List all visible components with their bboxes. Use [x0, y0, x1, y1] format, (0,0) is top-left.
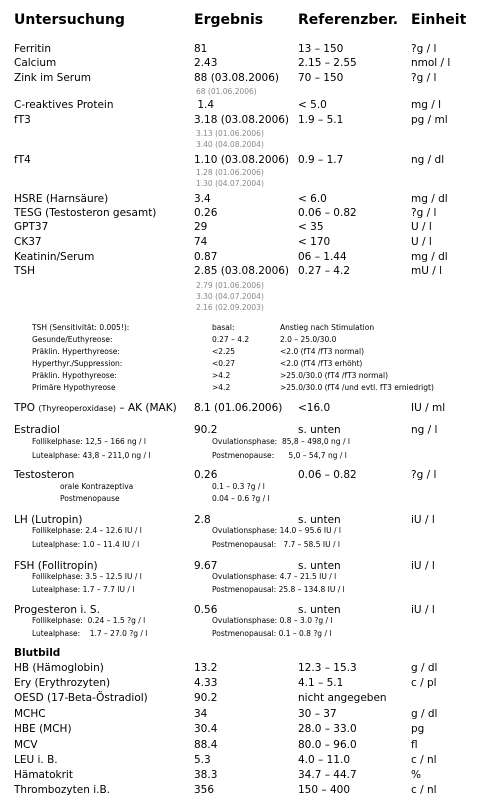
- fsh-result: 9.67: [194, 560, 218, 572]
- row-result: 29: [194, 221, 208, 233]
- row-unit: mg / dl: [411, 251, 448, 263]
- tsh-table-cell: Primäre Hypothyreose: [32, 383, 116, 392]
- tpo-ref: <16.0: [298, 402, 331, 414]
- row-name: Keatinin/Serum: [14, 251, 95, 263]
- row-result: 0.87: [194, 251, 218, 263]
- row-name: TSH: [14, 265, 35, 277]
- estradiol-unit: ng / l: [411, 424, 438, 436]
- row-name: Ferritin: [14, 43, 51, 55]
- row-ref: < 5.0: [298, 99, 327, 111]
- row-result: 2.43: [194, 57, 218, 69]
- testosteron-note: orale Kontrazeptiva: [60, 482, 134, 491]
- progesteron-note: Lutealphase: 1.7 – 27.0 ?g / l: [32, 629, 148, 638]
- row-name: HB (Hämoglobin): [14, 662, 104, 674]
- row-unit: pg: [411, 723, 425, 735]
- row-name: fT3: [14, 114, 31, 126]
- row-result: 30.4: [194, 723, 218, 735]
- row-name: GPT37: [14, 221, 49, 233]
- row-ref: nicht angegeben: [298, 692, 387, 704]
- row-unit: U / l: [411, 221, 432, 233]
- row-ref: 1.9 – 5.1: [298, 114, 344, 126]
- row-unit: fl: [411, 739, 418, 751]
- row-name: Zink im Serum: [14, 72, 91, 84]
- row-unit: mg / dl: [411, 193, 448, 205]
- tsh-table-cell: 2.0 – 25.0/30.0: [280, 335, 337, 344]
- header-result: Ergebnis: [194, 12, 264, 28]
- tpo-result: 8.1 (01.06.2006): [194, 402, 283, 414]
- testosteron-result: 0.26: [194, 469, 218, 481]
- progesteron-note: Follikelphase: 0.24 – 1.5 ?g / l: [32, 616, 146, 625]
- estradiol-name: Estradiol: [14, 424, 60, 436]
- row-unit: ?g / l: [411, 207, 437, 219]
- tsh-table-cell: 0.27 – 4.2: [212, 335, 250, 344]
- row-result: 74: [194, 236, 208, 248]
- row-result: 13.2: [194, 662, 218, 674]
- row-unit: c / nl: [411, 754, 437, 766]
- row-unit: pg / ml: [411, 114, 448, 126]
- progesteron-name: Progesteron i. S.: [14, 604, 100, 616]
- tpo-label-detail: (Thyreoperoxidase): [38, 404, 117, 413]
- testosteron-ref: 0.06 – 0.82: [298, 469, 357, 481]
- row-name: Thrombozyten i.B.: [14, 784, 110, 796]
- tsh-table-cell: Anstieg nach Stimulation: [280, 323, 375, 332]
- row-ref: 0.06 – 0.82: [298, 207, 357, 219]
- fsh-name: FSH (Follitropin): [14, 560, 98, 572]
- lh-note: Follikelphase: 2.4 – 12.6 IU / l: [32, 526, 142, 535]
- fsh-unit: iU / l: [411, 560, 435, 572]
- row-result: 1.10 (03.08.2006): [194, 154, 290, 166]
- row-ref: 0.9 – 1.7: [298, 154, 344, 166]
- row-name: fT4: [14, 154, 31, 166]
- row-ref: 30 – 37: [298, 708, 337, 720]
- row-ref: 70 – 150: [298, 72, 344, 84]
- estradiol-note: Ovulationsphase: 85,8 – 498,0 ng / l: [212, 437, 350, 446]
- tpo-label: TPO: [14, 402, 36, 414]
- estradiol-note: Postmenopause: 5,0 – 54,7 ng / l: [212, 451, 347, 460]
- row-result: 3.18 (03.08.2006): [194, 114, 290, 126]
- row-name: Hämatokrit: [14, 769, 73, 781]
- row-ref: 06 – 1.44: [298, 251, 347, 263]
- progesteron-ref: s. unten: [298, 604, 341, 616]
- row-ref: 2.15 – 2.55: [298, 57, 357, 69]
- row-unit: mU / l: [411, 265, 443, 277]
- row-ref: < 170: [298, 236, 331, 248]
- row-result: 0.26: [194, 207, 218, 219]
- row-unit: c / nl: [411, 784, 437, 796]
- header-test: Untersuchung: [14, 12, 125, 28]
- tsh-table-cell: Präklin. Hypothyreose:: [32, 371, 117, 380]
- tsh-table-cell: TSH (Sensitivität: 0.005!):: [32, 323, 130, 332]
- progesteron-unit: iU / l: [411, 604, 435, 616]
- row-name: MCHC: [14, 708, 46, 720]
- row-ref: < 6.0: [298, 193, 327, 205]
- fsh-note: Follikelphase: 3.5 – 12.5 IU / l: [32, 572, 142, 581]
- row-result: 5.3: [194, 754, 211, 766]
- header-reference: Referenzber.: [298, 12, 399, 28]
- progesteron-note: Ovulationsphase: 0.8 – 3.0 ?g / l: [212, 616, 333, 625]
- row-unit: nmol / l: [411, 57, 451, 69]
- lh-note: Lutealphase: 1.0 – 11.4 IU / l: [32, 540, 140, 549]
- history-value: 1.28 (01.06.2006): [196, 168, 264, 177]
- row-name: TESG (Testosteron gesamt): [14, 207, 157, 219]
- row-name: LEU i. B.: [14, 754, 58, 766]
- row-ref: 150 – 400: [298, 784, 351, 796]
- tsh-table-cell: <2.0 (fT4 /fT3 normal): [280, 347, 365, 356]
- row-unit: %: [411, 769, 421, 781]
- lh-result: 2.8: [194, 514, 211, 526]
- tsh-table-cell: Präklin. Hyperthyreose:: [32, 347, 120, 356]
- row-ref: 4.1 – 5.1: [298, 677, 344, 689]
- row-result: 3.4: [194, 193, 211, 205]
- lh-name: LH (Lutropin): [14, 514, 83, 526]
- testosteron-unit: ?g / l: [411, 469, 437, 481]
- testosteron-note: 0.1 – 0.3 ?g / l: [212, 482, 265, 491]
- tsh-table-cell: Hyperthyr./Suppression:: [32, 359, 123, 368]
- row-ref: 0.27 – 4.2: [298, 265, 351, 277]
- estradiol-ref: s. unten: [298, 424, 341, 436]
- row-unit: ?g / l: [411, 43, 437, 55]
- row-ref: < 35: [298, 221, 324, 233]
- tsh-table-cell: >4.2: [212, 383, 231, 392]
- tsh-table-cell: >4.2: [212, 371, 231, 380]
- row-ref: 12.3 – 15.3: [298, 662, 357, 674]
- row-unit: ?g / l: [411, 72, 437, 84]
- tsh-table-cell: basal:: [212, 323, 235, 332]
- testosteron-note: Postmenopause: [60, 494, 120, 503]
- estradiol-note: Lutealphase: 43,8 – 211,0 ng / l: [32, 451, 151, 460]
- header-unit: Einheit: [411, 12, 467, 28]
- row-result: 356: [194, 784, 215, 796]
- section-title-blutbild: Blutbild: [14, 647, 61, 659]
- lh-note: Postmenopausal: 7.7 – 58.5 IU / l: [212, 540, 340, 549]
- tsh-table-cell: Gesunde/Euthyreose:: [32, 335, 113, 344]
- tpo-name: [14, 402, 177, 415]
- history-value: 3.30 (04.07.2004): [196, 292, 264, 301]
- row-result: 81: [194, 43, 208, 55]
- tsh-table-cell: <2.25: [212, 347, 235, 356]
- row-name: HSRE (Harnsäure): [14, 193, 109, 205]
- estradiol-result: 90.2: [194, 424, 218, 436]
- history-value: 2.16 (02.09.2003): [196, 303, 264, 312]
- history-value: 68 (01.06.2006): [196, 87, 257, 96]
- row-result: 1.4: [194, 99, 215, 111]
- row-result: 2.85 (03.08.2006): [194, 265, 290, 277]
- row-ref: 34.7 – 44.7: [298, 769, 357, 781]
- tsh-table-cell: >25.0/30.0 (fT4 /fT3 normal): [280, 371, 389, 380]
- estradiol-note: Follikelphase: 12,5 – 166 ng / l: [32, 437, 147, 446]
- row-name: Ery (Erythrozyten): [14, 677, 111, 689]
- row-name: OESD (17-Beta-Östradiol): [14, 692, 148, 704]
- row-result: 88.4: [194, 739, 218, 751]
- row-unit: U / l: [411, 236, 432, 248]
- lh-note: Ovulationsphase: 14.0 – 95.6 IU / l: [212, 526, 341, 535]
- tpo-label-rest: – AK (MAK): [119, 402, 177, 414]
- row-name: C-reaktives Protein: [14, 99, 114, 111]
- row-unit: g / dl: [411, 708, 438, 720]
- history-value: 1.30 (04.07.2004): [196, 179, 264, 188]
- row-result: 88 (03.08.2006): [194, 72, 280, 84]
- row-unit: c / pl: [411, 677, 437, 689]
- testosteron-name: Testosteron: [14, 469, 75, 481]
- row-unit: ng / dl: [411, 154, 445, 166]
- row-ref: 80.0 – 96.0: [298, 739, 357, 751]
- row-name: MCV: [14, 739, 38, 751]
- lh-unit: iU / l: [411, 514, 435, 526]
- fsh-note: Lutealphase: 1.7 – 7.7 IU / l: [32, 585, 135, 594]
- row-name: Calcium: [14, 57, 57, 69]
- row-unit: mg / l: [411, 99, 442, 111]
- fsh-ref: s. unten: [298, 560, 341, 572]
- row-name: HBE (MCH): [14, 723, 72, 735]
- fsh-note: Ovulationsphase: 4.7 – 21.5 IU / l: [212, 572, 337, 581]
- row-result: 38.3: [194, 769, 218, 781]
- tsh-table-cell: <2.0 (fT4 /fT3 erhöht): [280, 359, 363, 368]
- history-value: 2.79 (01.06.2006): [196, 281, 264, 290]
- testosteron-note: 0.04 – 0.6 ?g / l: [212, 494, 270, 503]
- fsh-note: Postmenopausal: 25.8 – 134.8 IU / l: [212, 585, 345, 594]
- row-ref: 28.0 – 33.0: [298, 723, 357, 735]
- row-ref: 4.0 – 11.0: [298, 754, 351, 766]
- progesteron-note: Postmenopausal: 0.1 – 0.8 ?g / l: [212, 629, 332, 638]
- history-value: 3.13 (01.06.2006): [196, 129, 264, 138]
- tpo-unit: IU / ml: [411, 402, 446, 414]
- row-result: 34: [194, 708, 208, 720]
- row-result: 90.2: [194, 692, 218, 704]
- row-unit: g / dl: [411, 662, 438, 674]
- progesteron-result: 0.56: [194, 604, 218, 616]
- row-result: 4.33: [194, 677, 218, 689]
- row-ref: 13 – 150: [298, 43, 344, 55]
- tsh-table-cell: >25.0/30.0 (fT4 /und evtl. fT3 erniedrigt): [280, 383, 434, 392]
- row-name: CK37: [14, 236, 42, 248]
- tsh-table-cell: <0.27: [212, 359, 235, 368]
- lh-ref: s. unten: [298, 514, 341, 526]
- history-value: 3.40 (04.08.2004): [196, 140, 264, 149]
